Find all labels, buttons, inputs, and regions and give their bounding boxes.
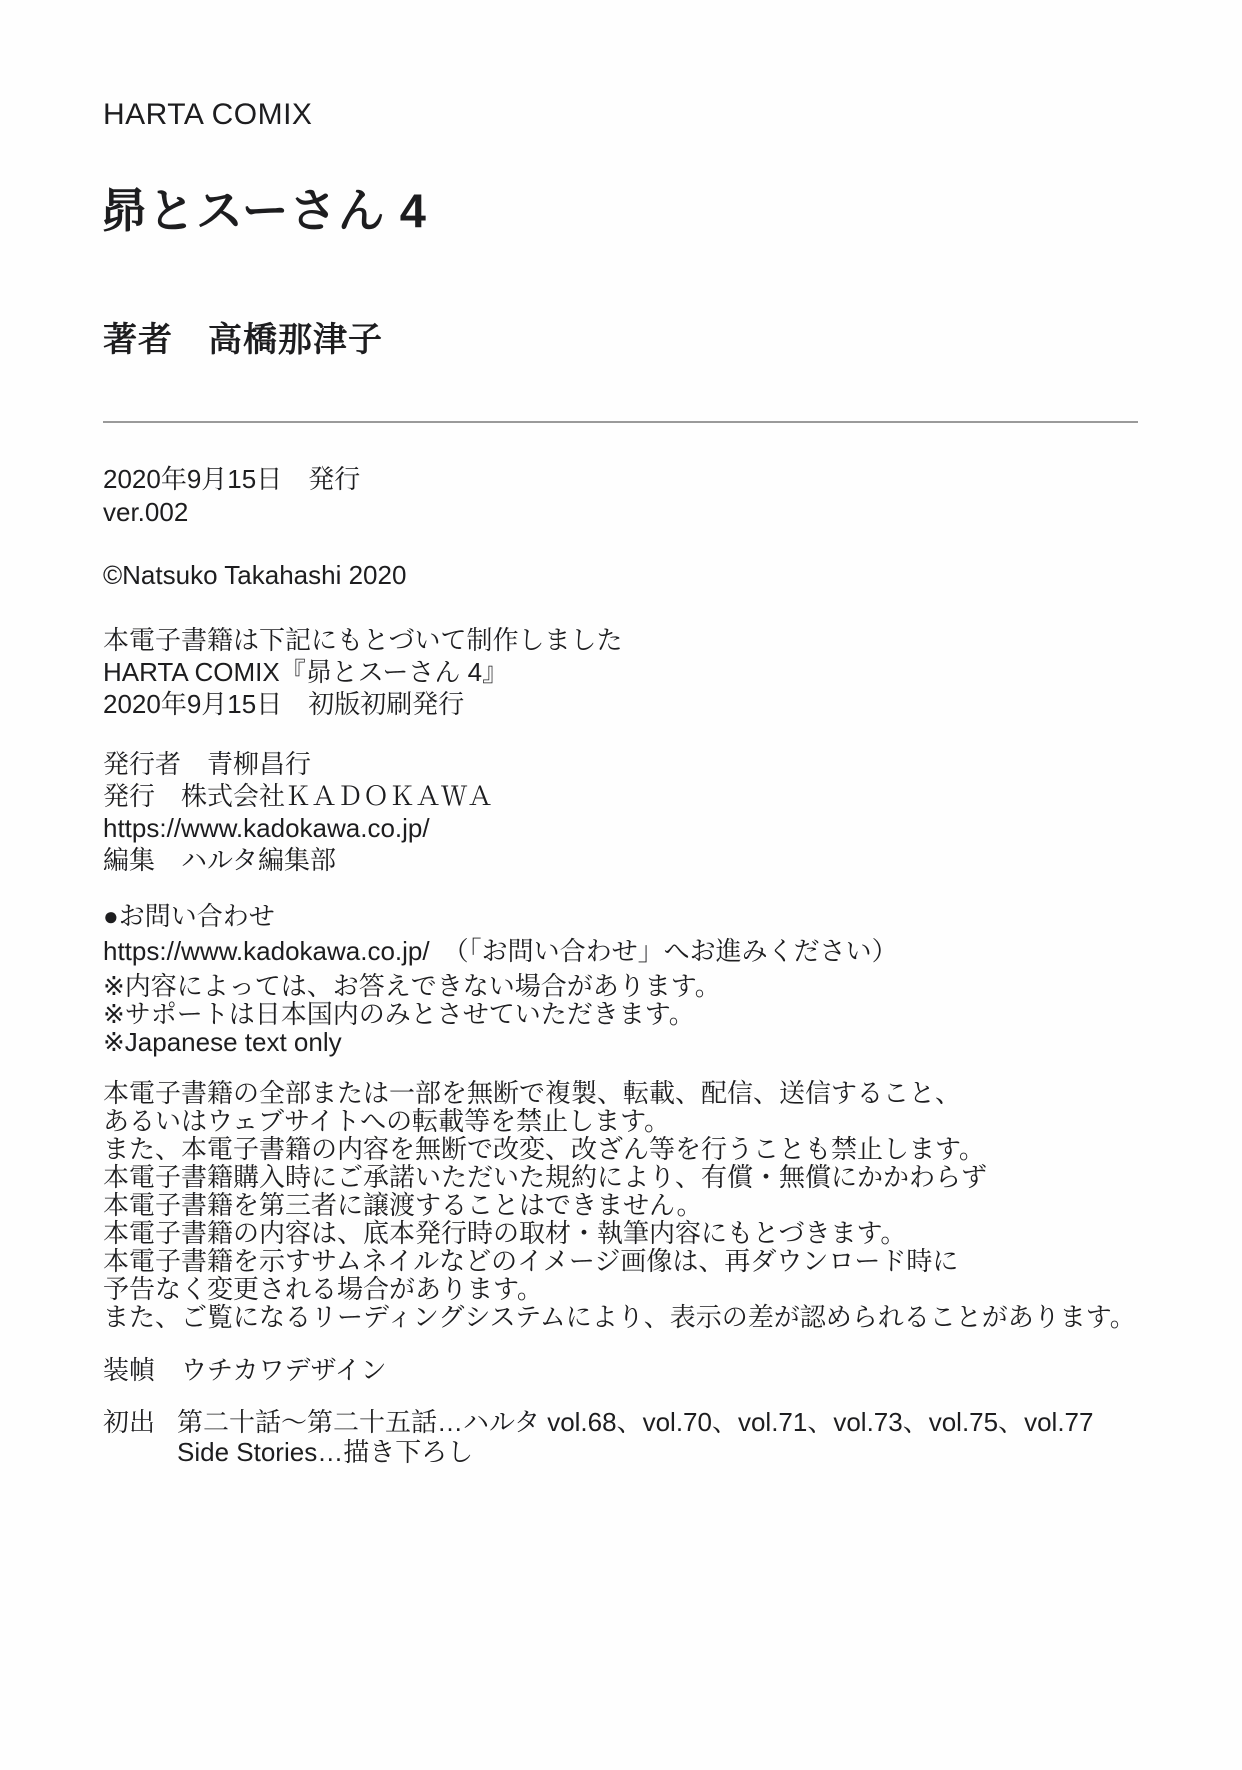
contact-note: ※内容によっては、お答えできない場合があります。 (103, 971, 721, 1001)
book-title: 昴とスーさん 4 (100, 184, 427, 237)
source-print-date: 2020年9月15日 初版初刷発行 (103, 689, 465, 719)
publisher-block (103, 748, 493, 876)
legal-notice-block (103, 1079, 1136, 1331)
first-publication-line: 第二十話～第二十五話…ハルタ vol.68、vol.70、vol.71、vol.73、vol.75、vol.77 (177, 1407, 1094, 1437)
source-edition-block (103, 624, 622, 720)
publication-date: 2020年9月15日 発行 (103, 464, 361, 494)
design-credit-line: 装幀 ウチカワデザイン (103, 1355, 387, 1385)
legal-line: あるいはウェブサイトへの転載等を禁止します。 (103, 1106, 671, 1136)
contact-note: ※Japanese text only (103, 1027, 342, 1057)
publisher-company: 発行 株式会社ＫＡＤＯＫＡＷＡ (103, 781, 494, 811)
author-line: 著者 高橋那津子 (103, 321, 383, 359)
publication-date-block (103, 463, 360, 529)
legal-line: また、本電子書籍の内容を無断で改変、改ざん等を行うことも禁止します。 (103, 1134, 985, 1164)
imprint-label: HARTA COMIX (103, 98, 313, 131)
legal-line: また、ご覧になるリーディングシステムにより、表示の差が認められることがあります。 (103, 1302, 1136, 1332)
legal-line: 本電子書籍購入時にご承諾いただいた規約により、有償・無償にかかわらず (103, 1162, 988, 1192)
source-intro: 本電子書籍は下記にもとづいて制作しました (103, 625, 623, 655)
version-number: ver.002 (103, 497, 189, 527)
legal-line: 本電子書籍を示すサムネイルなどのイメージ画像は、再ダウンロード時に (103, 1246, 959, 1276)
publisher-issuer: 発行者 青柳昌行 (103, 749, 312, 779)
contact-note: ※サポートは日本国内のみとさせていただきます。 (103, 999, 695, 1029)
first-publication-line: Side Stories…描き下ろし (177, 1437, 474, 1467)
source-edition: HARTA COMIX『昴とスーさん 4』 (103, 657, 509, 687)
first-publication-label: 初出 (103, 1407, 156, 1437)
contact-url-line: https://www.kadokawa.co.jp/ （「お問い合わせ」へお進みください） (103, 936, 898, 966)
publisher-editor: 編集 ハルタ編集部 (103, 845, 336, 875)
contact-notes (103, 972, 721, 1056)
first-publication-content (177, 1407, 1093, 1467)
publisher-url: https://www.kadokawa.co.jp/ (103, 813, 430, 843)
contact-heading: ●お問い合わせ (103, 901, 275, 931)
legal-line: 本電子書籍を第三者に譲渡することはできません。 (103, 1190, 703, 1220)
first-publication-block (103, 1407, 1093, 1467)
legal-line: 本電子書籍の全部または一部を無断で複製、転載、配信、送信すること、 (103, 1078, 962, 1108)
section-divider (103, 421, 1138, 423)
legal-line: 本電子書籍の内容は、底本発行時の取材・執筆内容にもとづきます。 (103, 1218, 907, 1248)
copyright-notice: ©Natsuko Takahashi 2020 (103, 560, 407, 590)
legal-line: 予告なく変更される場合があります。 (103, 1274, 543, 1304)
